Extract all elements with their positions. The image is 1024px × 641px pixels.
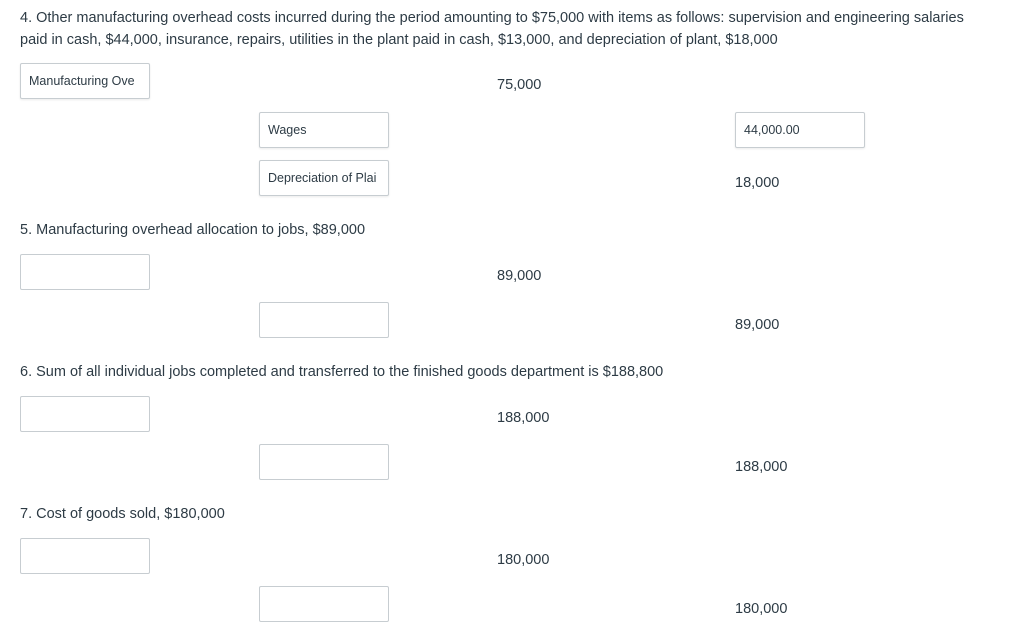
q4-credit-account-1-field[interactable]: Wages <box>259 112 389 148</box>
q5-debit-account-field[interactable] <box>20 254 150 290</box>
question-6-text: 6. Sum of all individual jobs completed and transferred to the finished goods department is $188,800 <box>20 364 664 380</box>
q7-credit-amount: 180,000 <box>735 601 788 617</box>
q4-credit-amount-2: 18,000 <box>735 175 780 191</box>
q6-debit-account-field[interactable] <box>20 396 150 432</box>
q7-debit-amount: 180,000 <box>497 552 550 568</box>
q7-credit-account-field[interactable] <box>259 586 389 622</box>
q5-credit-account-field[interactable] <box>259 302 389 338</box>
question-4-text: 4. Other manufacturing overhead costs incurred during the period amounting to $75,000 with items as follows: supervision and engineering salaries paid in cash, $44,000, insurance, repairs, utilities in the plant paid in cash, $13,000, and depreciation of plant, $18,000 <box>20 10 964 48</box>
q4-debit-account-field[interactable]: Manufacturing Ove <box>20 63 150 99</box>
q5-debit-amount: 89,000 <box>497 268 542 284</box>
question-7-text: 7. Cost of goods sold, $180,000 <box>20 506 225 522</box>
q4-debit-amount: 75,000 <box>497 77 542 93</box>
question-5-text: 5. Manufacturing overhead allocation to jobs, $89,000 <box>20 222 366 238</box>
q6-debit-amount: 188,000 <box>497 410 550 426</box>
q6-credit-amount: 188,000 <box>735 459 788 475</box>
q7-debit-account-field[interactable] <box>20 538 150 574</box>
q4-credit-amount-1-field[interactable]: 44,000.00 <box>735 112 865 148</box>
q6-credit-account-field[interactable] <box>259 444 389 480</box>
q5-credit-amount: 89,000 <box>735 317 780 333</box>
q4-credit-account-2-field[interactable]: Depreciation of Plai <box>259 160 389 196</box>
